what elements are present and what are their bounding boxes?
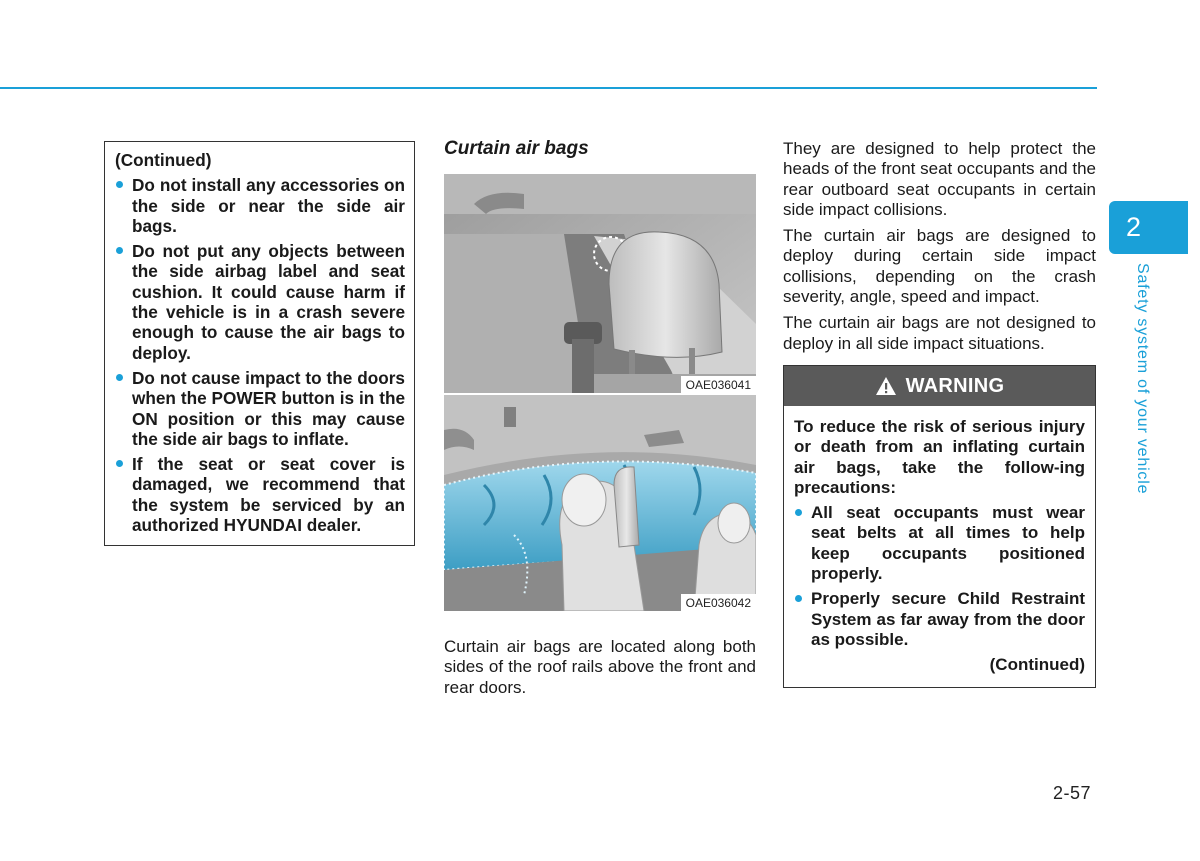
warning-body <box>784 406 1095 676</box>
bullet-dot-icon <box>116 374 123 381</box>
warning-bullet-list <box>794 503 1085 650</box>
caution-bullet: Do not install any accessories on the side or near the side air bags. <box>115 175 405 236</box>
bullet-dot-icon <box>116 247 123 254</box>
paragraph: The curtain air bags are not designed to deploy in all side impact situations. <box>783 313 1096 353</box>
chapter-title: Safety system of your vehicle <box>1134 263 1151 495</box>
bullet-dot-icon <box>795 509 802 516</box>
figure-code: OAE036041 <box>681 376 756 393</box>
curtain-airbag-location-text: Curtain air bags are located along both sides of the roof rails above the front and rear doors. <box>444 637 756 697</box>
chapter-tab <box>1109 201 1188 254</box>
paragraph: The curtain air bags are designed to deploy during certain side impact collisions, depending on the crash severity, angle, speed and impact. <box>783 226 1096 307</box>
paragraph: They are designed to help protect the heads of the front seat occupants and the rear outboard seat occupants in certain side impact collisions. <box>783 139 1096 219</box>
figure-curtain-airbag <box>444 395 756 611</box>
caution-bullet: Do not put any objects between the side airbag label and seat cushion. It could cause harm if the vehicle is in a crash severe enough to cause the air bags to deploy. <box>115 241 405 363</box>
caution-bullet: Do not cause impact to the doors when the POWER button is in the ON position or this may cause the side air bags to inflate. <box>115 368 405 449</box>
bullet-dot-icon <box>116 181 123 188</box>
warning-bullet: All seat occupants must wear seat belts at all times to help keep occupants positioned properly. <box>794 503 1085 584</box>
continued-label: (Continued) <box>115 150 212 170</box>
warning-title: WARNING <box>905 374 1005 397</box>
page-number: 2-57 <box>1053 783 1092 803</box>
headrest-pillar-illustration-icon <box>444 174 756 393</box>
figure-code: OAE036042 <box>681 594 756 611</box>
warning-intro: To reduce the risk of serious injury or death from an inflating curtain air bags, take the follow-ing precautions: <box>794 417 1085 497</box>
warning-bullet: Properly secure Child Restraint System as far away from the door as possible. <box>794 589 1085 650</box>
warning-continued-label: (Continued) <box>989 655 1085 675</box>
caution-bullet-list <box>115 175 405 535</box>
chapter-number: 2 <box>1125 212 1142 242</box>
bullet-dot-icon <box>795 595 802 602</box>
figure-headrest-pillar <box>444 174 756 393</box>
caution-continued-box <box>104 141 415 546</box>
section-heading: Curtain air bags <box>444 138 589 159</box>
warning-header <box>784 366 1095 406</box>
caution-bullet: If the seat or seat cover is damaged, we recommend that the system be serviced by an authorized HYUNDAI dealer. <box>115 454 405 535</box>
curtain-airbag-deployed-illustration-icon <box>444 395 756 611</box>
bullet-dot-icon <box>116 460 123 467</box>
warning-box <box>783 365 1096 688</box>
header-rule <box>0 87 1097 89</box>
curtain-airbag-description <box>783 139 1096 360</box>
warning-triangle-icon <box>875 376 897 396</box>
